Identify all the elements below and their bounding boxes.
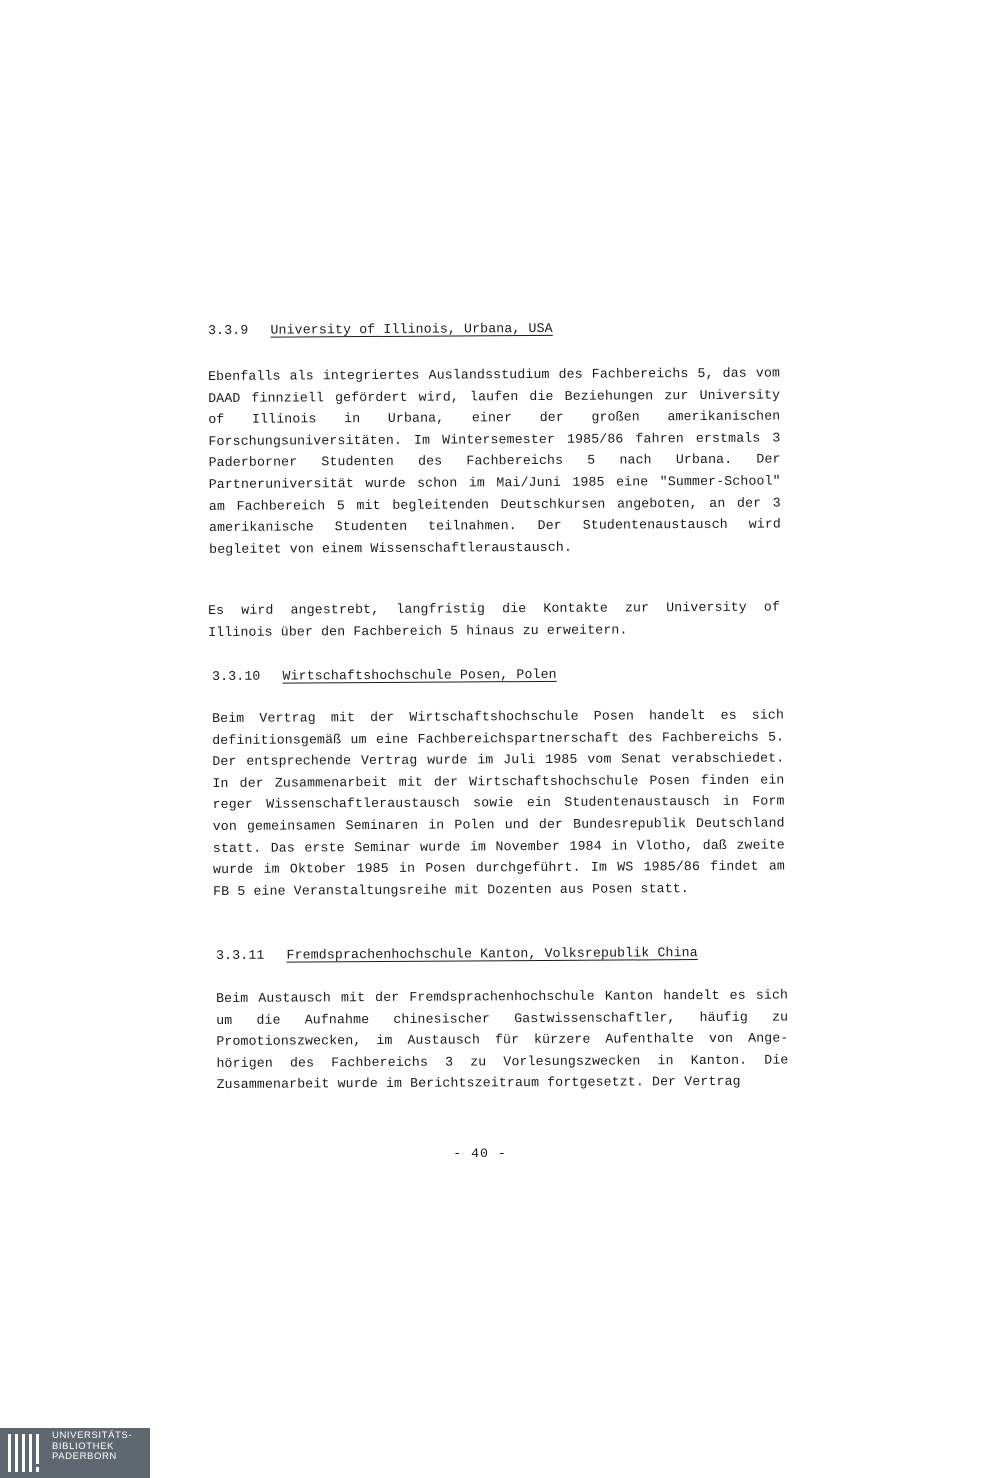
- section-title: Fremdsprachenhochschule Kanton, Volksrepublik China: [286, 945, 698, 963]
- logo-line-2: BIBLIOTHEK: [52, 1440, 114, 1452]
- section-3-3-9-paragraph-2: Es wird angestrebt, langfristig die Kontakte zur University of Illinois über den Fachbereich 5 hinaus zu erweitern.: [208, 599, 781, 640]
- section-number: 3.3.9: [208, 322, 249, 338]
- library-logo: [0, 1428, 150, 1478]
- section-3-3-10-paragraph-1: Beim Vertrag mit der Wirtschaftshochschule Posen handelt es sich definitionsgemäß um eine Fachbereichspartnerschaft des Fachbereichs 5. Der entsprechende Vertrag wurde im Juli 1985 vom Senat verabschiedet. In der Zusammenarbeit mit der Wirtschaftshochschule Posen finden ein reger Wissenschaftleraustausch sowie ein Studentenaustausch in Form von gemeinsamen Seminaren in Polen und der Bundesrepublik Deutschland statt. Das erste Seminar wurde im November 1984 in Vlotho, daß zweite wurde im Oktober 1985 in Posen durchgeführt. Im WS 1985/86 findet am FB 5 eine Veranstaltungsreihe mit Dozenten aus Posen statt.: [212, 707, 786, 899]
- page-number: - 40 -: [453, 1146, 507, 1161]
- section-3-3-9-paragraph-1: Ebenfalls als integriertes Auslandsstudium des Fachbereichs 5, das vom DAAD finnziell gefördert wird, laufen die Beziehungen zur University of Illinois in Urbana, einer der großen amerikanischen Forschungsuniversitäten. Im Wintersemester 1985/86 fahren erstmals 3 Paderborner Studenten des Fachbereichs 5 nach Urbana. Der Partneruniversität wurde schon im Mai/Juni 1985 eine "Summer-School" am Fachbereich 5 mit begleitenden Deutschkursen angeboten, an der 3 amerikanische Studenten teilnahmen. Der Studentenaustausch wird begleitet von einem Wissenschaftleraustausch.: [208, 365, 782, 557]
- logo-line-1: UNIVERSITÄTS-: [52, 1430, 133, 1441]
- library-logo-bars-icon: [6, 1432, 46, 1474]
- section-heading-3-3-10: [212, 664, 557, 688]
- logo-line-3: PADERBORN: [52, 1451, 117, 1462]
- section-heading-3-3-9: [208, 318, 553, 342]
- section-title: University of Illinois, Urbana, USA: [270, 320, 553, 338]
- section-number: 3.3.11: [216, 947, 265, 963]
- section-number: 3.3.10: [212, 668, 261, 684]
- section-3-3-11-paragraph-1: Beim Austausch mit der Fremdsprachenhochschule Kanton handelt es sich um die Aufnahme chinesischer Gastwissenschaftler, häufig zu Promotionszwecken, im Austausch für kürzere Aufenthalte von Angehörigen des Fachbereichs 3 zu Vorlesungszwecken in Kanton. Die Zusammenarbeit wurde im Berichtszeitraum fortgesetzt. Der Vertrag: [216, 987, 789, 1093]
- section-title: Wirtschaftshochschule Posen, Polen: [282, 666, 557, 684]
- library-logo-text: [52, 1431, 132, 1463]
- section-heading-3-3-11: [216, 942, 698, 967]
